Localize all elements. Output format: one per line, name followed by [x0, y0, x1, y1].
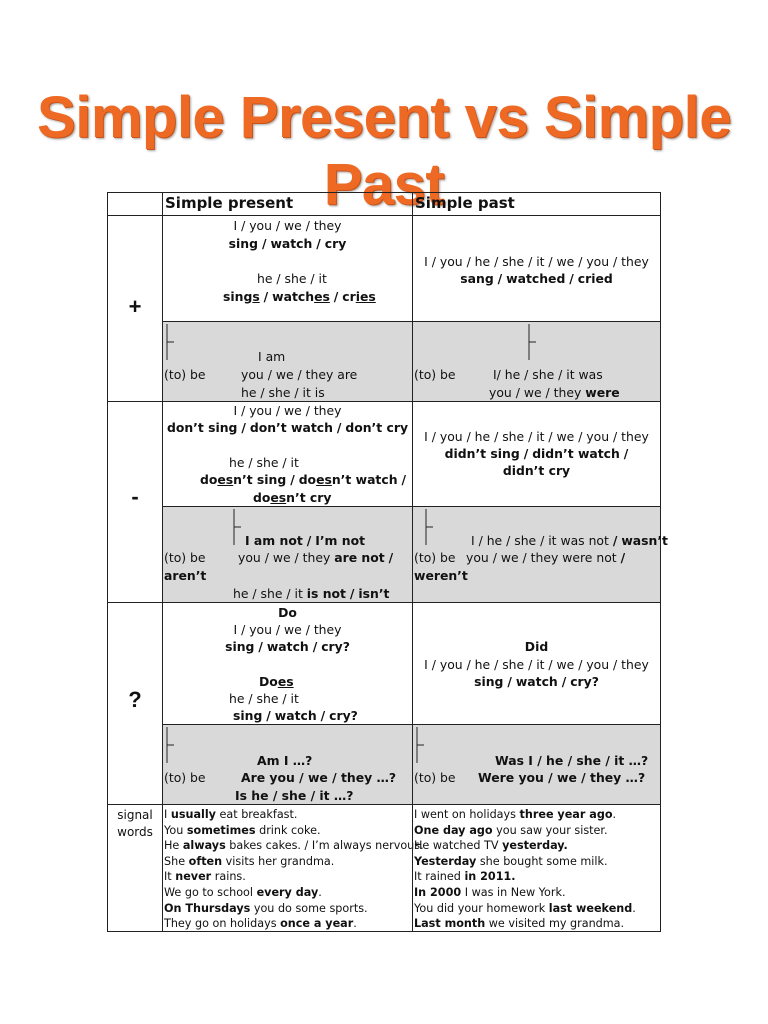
signal-example: I usually eat breakfast. [164, 808, 298, 821]
brace-icon [233, 509, 243, 545]
header-simple-past: Simple past [412, 192, 661, 216]
question-present-verbs: Do I / you / we / they sing / watch / cry? Does he / she / it sing / watch / cry? [162, 602, 413, 725]
positive-past-verbs: I / you / he / she / it / we / you / they sang / watched / cried [412, 215, 661, 322]
positive-past-be: (to) be I/ he / she / it was you / we / they were [412, 321, 661, 402]
signal-example: On Thursdays you do some sports. [164, 901, 368, 915]
question-present-be: Am I …? (to) be Are you / we / they …? Is he / she / it …? [162, 724, 413, 805]
positive-present-verbs: I / you / we / they sing / watch / cry he / she / it sings / watches / cries [162, 215, 413, 322]
positive-symbol: + [107, 215, 163, 402]
signal-example: It never rains. [164, 870, 246, 884]
signal-example: She often visits her grandma. [164, 854, 335, 868]
signal-example: I went on holidays three year ago. [414, 808, 617, 821]
negative-past-be: I / he / she / it was not / wasn’t (to) be you / we / they were not / weren’t [412, 506, 661, 603]
negative-present-verbs: I / you / we / they don’t sing / don’t watch / don’t cry he / she / it doesn’t sing / doesn’t watch / doesn’t cry [162, 401, 413, 507]
brace-icon [528, 324, 538, 360]
signal-example: He always bakes cakes. / I’m always nervous. [164, 839, 424, 853]
signal-past-examples [412, 804, 661, 932]
signal-example: He watched TV yesterday. [414, 839, 568, 853]
negative-symbol: - [107, 401, 163, 603]
brace-icon [425, 509, 435, 545]
signal-example: One day ago you saw your sister. [414, 823, 608, 837]
signal-example: Yesterday she bought some milk. [414, 854, 608, 868]
signal-example: You sometimes drink coke. [164, 823, 321, 837]
question-past-verbs: Did I / you / he / she / it / we / you / they sing / watch / cry? [412, 602, 661, 725]
signal-example: In 2000 I was in New York. [414, 886, 566, 899]
brace-icon [166, 727, 176, 763]
signal-example: You did your homework last weekend. [414, 901, 636, 915]
signal-present-examples [162, 804, 424, 932]
corner-cell [107, 192, 163, 216]
page-title: Simple Present vs Simple Past [37, 85, 731, 217]
header-simple-present: Simple present [162, 192, 413, 216]
signal-example: They go on holidays once a year. [164, 917, 357, 931]
brace-icon [166, 324, 176, 360]
brace-icon [416, 727, 426, 763]
question-symbol: ? [107, 602, 163, 805]
signal-example: It rained in 2011. [414, 870, 516, 884]
signal-example: We go to school every day. [164, 886, 322, 899]
negative-present-be: I am not / I’m not (to) be you / we / they are not / aren’t he / she / it is not / isn’t [162, 506, 413, 603]
signal-example: Last month we visited my grandma. [414, 917, 625, 931]
question-past-be: Was I / he / she / it …? (to) be Were you / we / they …? [412, 724, 661, 805]
positive-present-be: I am (to) be you / we / they are he / she / it is [162, 321, 413, 402]
signal-words-label: signal words [107, 804, 163, 932]
negative-past-verbs: I / you / he / she / it / we / you / they didn’t sing / didn’t watch / didn’t cry [412, 401, 661, 507]
